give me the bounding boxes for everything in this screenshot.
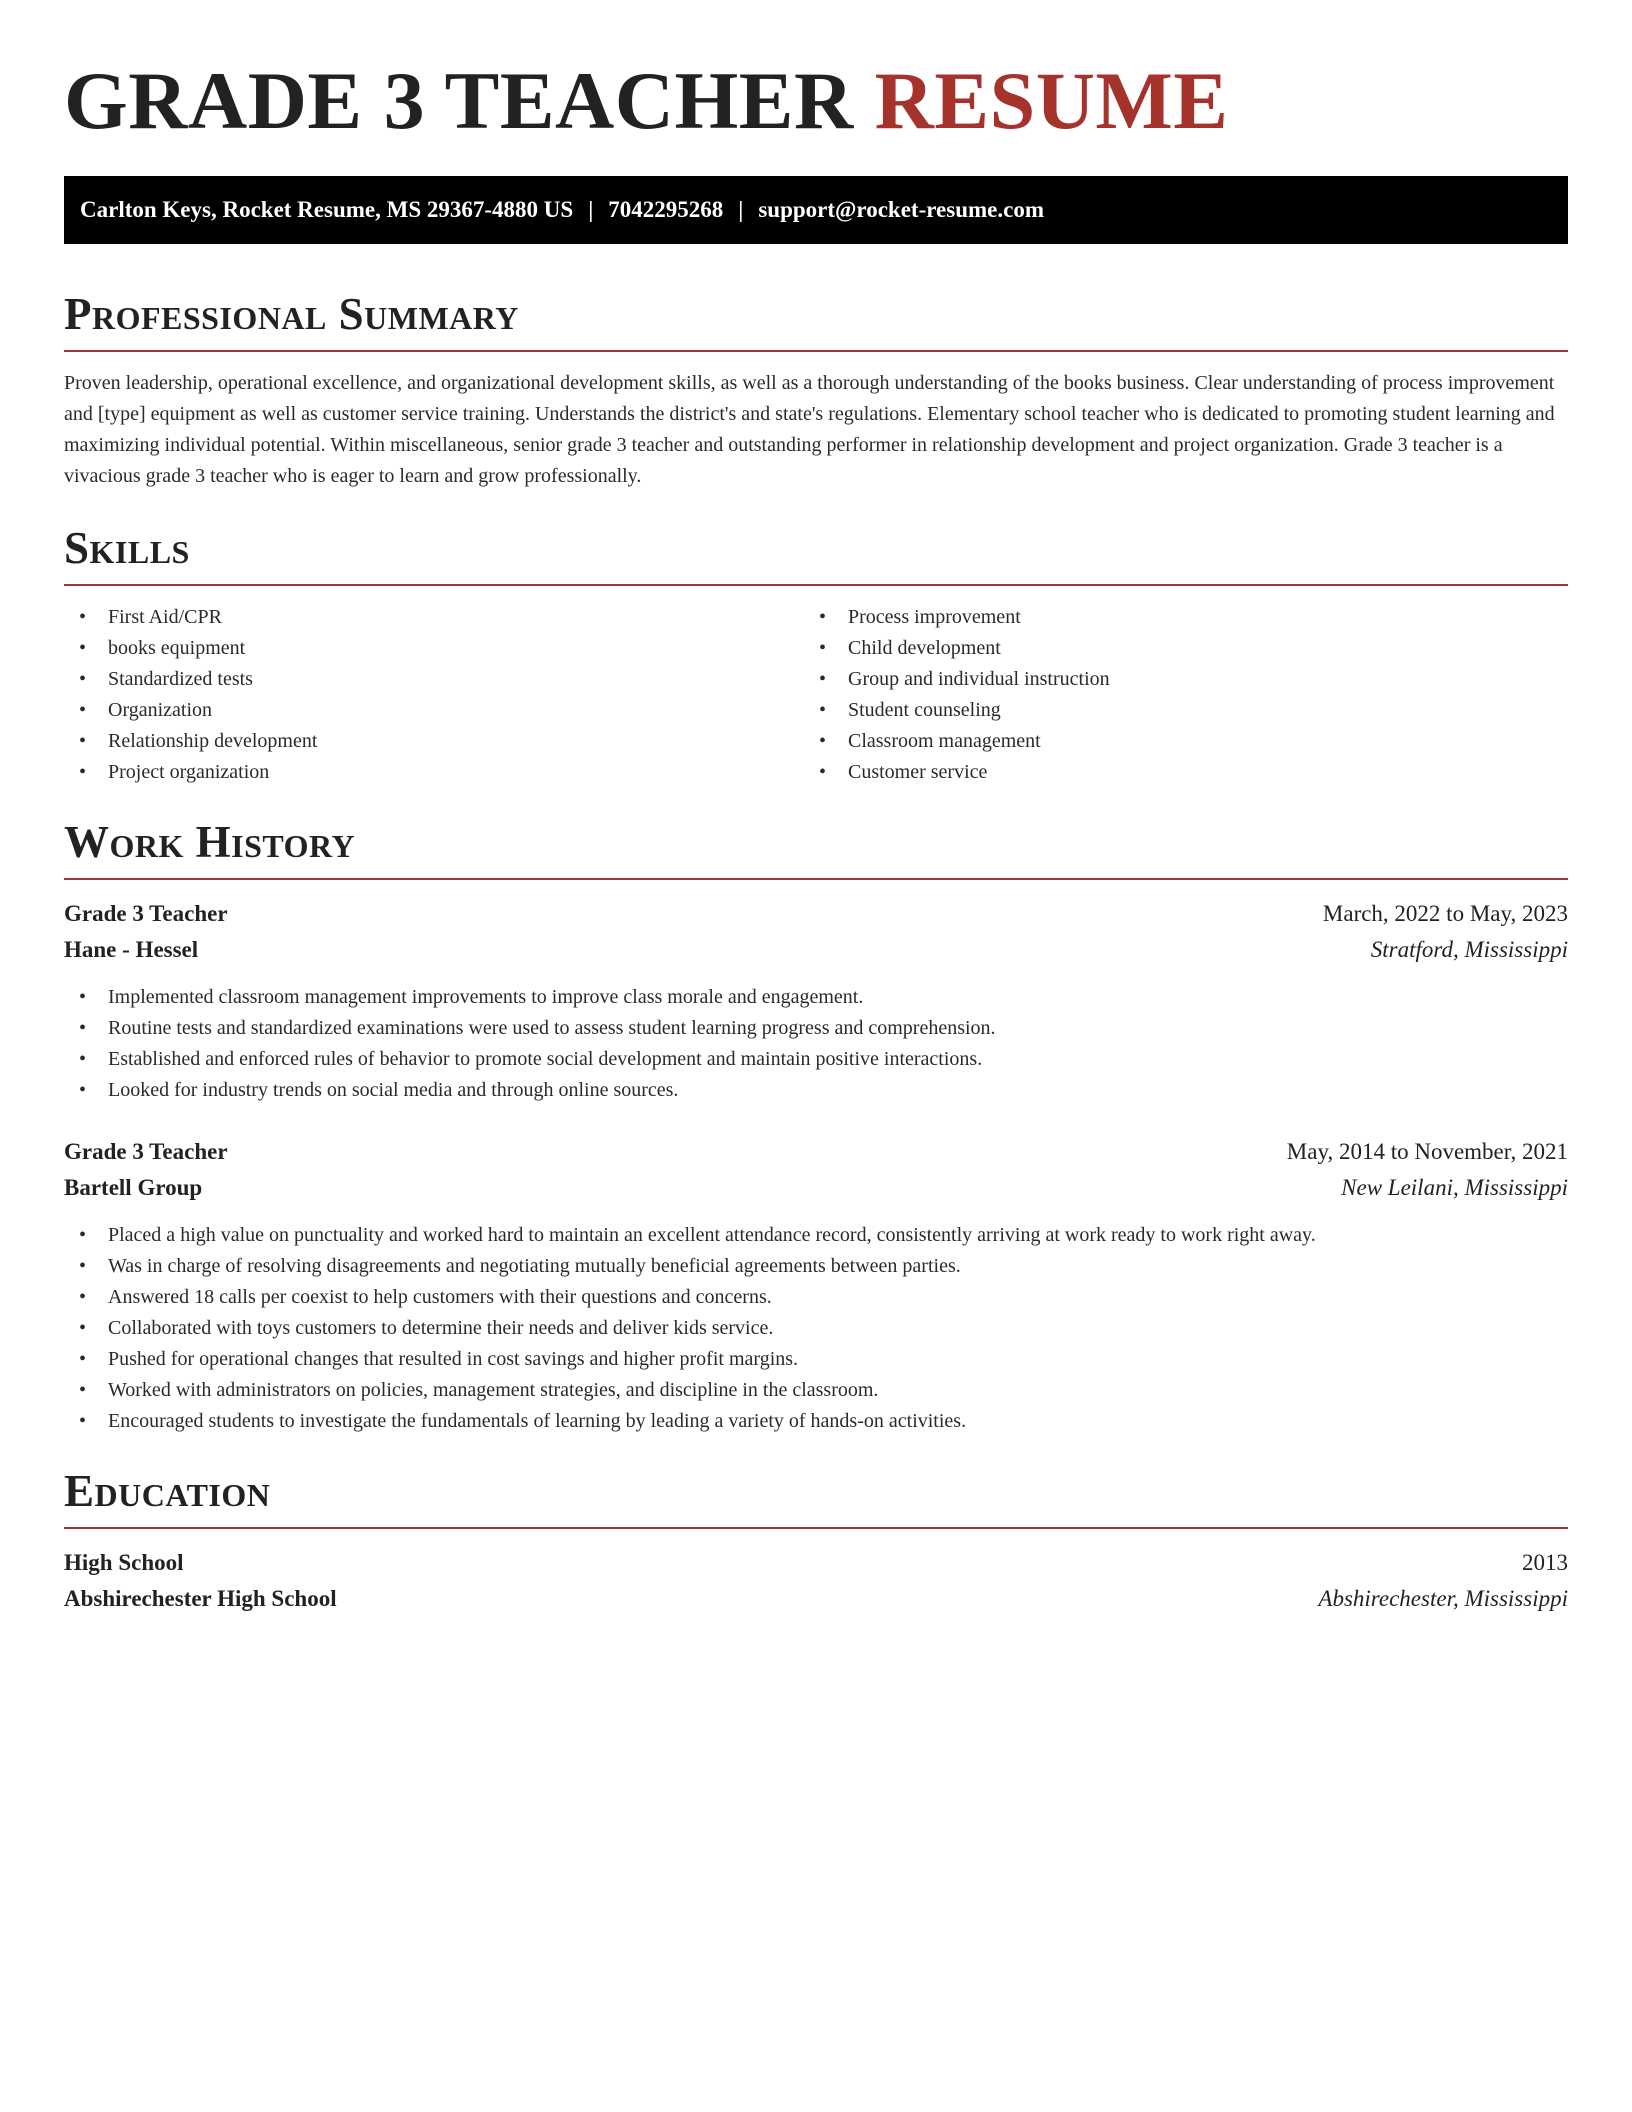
section-divider [64, 350, 1568, 352]
title-accent: RESUME [874, 55, 1229, 146]
job-duty: • Established and enforced rules of behavior to promote social development and maintain positive interactions. [64, 1044, 1568, 1075]
summary-heading: Professional Summary [64, 289, 519, 339]
contact-bar [64, 176, 1568, 244]
title-main: GRADE 3 TEACHER [64, 55, 854, 146]
summary-text: Proven leadership, operational excellence, and organizational development skills, as well as a thorough understanding of the books business. Clear understanding of process improvement and [type] equipment as well as customer service training. Understands the district's and state's regulations. Elementary school teacher who is dedicated to promoting student learning and maximizing individual potential. Within miscellaneous, senior grade 3 teacher and outstanding performer in relationship development and project organization. Grade 3 teacher is a vivacious grade 3 teacher who is eager to learn and grow professionally. [64, 372, 1555, 487]
job-duties [64, 1220, 1568, 1437]
job-title: Grade 3 Teacher [64, 901, 228, 926]
skills-heading: Skills [64, 523, 190, 573]
job-entry [64, 1134, 1568, 1437]
job-duty: • Collaborated with toys customers to determine their needs and deliver kids service. [64, 1313, 1568, 1344]
contact-separator: | [738, 197, 744, 222]
resume-title [64, 0, 1568, 146]
job-title: Grade 3 Teacher [64, 1139, 228, 1164]
job-location: New Leilani, Mississippi [1341, 1175, 1568, 1200]
skill-item: • First Aid/CPR [64, 602, 804, 633]
skill-item: • Group and individual instruction [804, 664, 1544, 695]
skill-item: • Customer service [804, 757, 1544, 788]
skill-item: • Standardized tests [64, 664, 804, 695]
work-heading: Work History [64, 817, 356, 867]
contact-address: Carlton Keys, Rocket Resume, MS 29367-4880 US [80, 197, 574, 222]
education-degree: High School [64, 1550, 184, 1575]
skills-column-right [804, 602, 1544, 788]
section-divider [64, 878, 1568, 880]
skill-item: • Organization [64, 695, 804, 726]
section-divider [64, 1527, 1568, 1529]
resume-page [64, 0, 1568, 1617]
skill-item: • Child development [804, 633, 1544, 664]
job-entry [64, 896, 1568, 1106]
skill-item: • Classroom management [804, 726, 1544, 757]
skills-column-left [64, 602, 804, 788]
education-location: Abshirechester, Mississippi [1318, 1586, 1568, 1611]
job-duty: • Was in charge of resolving disagreements and negotiating mutually beneficial agreements between parties. [64, 1251, 1568, 1282]
job-duty: • Implemented classroom management improvements to improve class morale and engagement. [64, 982, 1568, 1013]
job-dates: March, 2022 to May, 2023 [1322, 901, 1568, 926]
education-school: Abshirechester High School [64, 1586, 337, 1611]
job-company: Bartell Group [64, 1175, 203, 1200]
job-duty: • Routine tests and standardized examinations were used to assess student learning progress and comprehension. [64, 1013, 1568, 1044]
skills-list [64, 602, 1568, 788]
job-duty: • Answered 18 calls per coexist to help customers with their questions and concerns. [64, 1282, 1568, 1313]
skill-item: • books equipment [64, 633, 804, 664]
skill-item: • Project organization [64, 757, 804, 788]
education-year: 2013 [1522, 1550, 1568, 1575]
skill-item: • Relationship development [64, 726, 804, 757]
contact-email[interactable]: support@rocket-resume.com [758, 197, 1044, 222]
skill-item: • Process improvement [804, 602, 1544, 633]
job-location: Stratford, Mississippi [1370, 937, 1568, 962]
contact-phone: 7042295268 [608, 197, 724, 222]
skill-item: • Student counseling [804, 695, 1544, 726]
job-dates: May, 2014 to November, 2021 [1286, 1139, 1568, 1164]
job-duties [64, 982, 1568, 1106]
job-duty: • Pushed for operational changes that resulted in cost savings and higher profit margins. [64, 1344, 1568, 1375]
job-duty: • Looked for industry trends on social media and through online sources. [64, 1075, 1568, 1106]
contact-separator: | [588, 197, 594, 222]
job-duty: • Encouraged students to investigate the fundamentals of learning by leading a variety of hands-on activities. [64, 1406, 1568, 1437]
job-duty: • Worked with administrators on policies, management strategies, and discipline in the classroom. [64, 1375, 1568, 1406]
education-heading: Education [64, 1466, 271, 1516]
job-duty: • Placed a high value on punctuality and worked hard to maintain an excellent attendance record, consistently arriving at work ready to work right away. [64, 1220, 1568, 1251]
job-company: Hane - Hessel [64, 937, 199, 962]
education-entry [64, 1545, 1568, 1617]
section-divider [64, 584, 1568, 586]
